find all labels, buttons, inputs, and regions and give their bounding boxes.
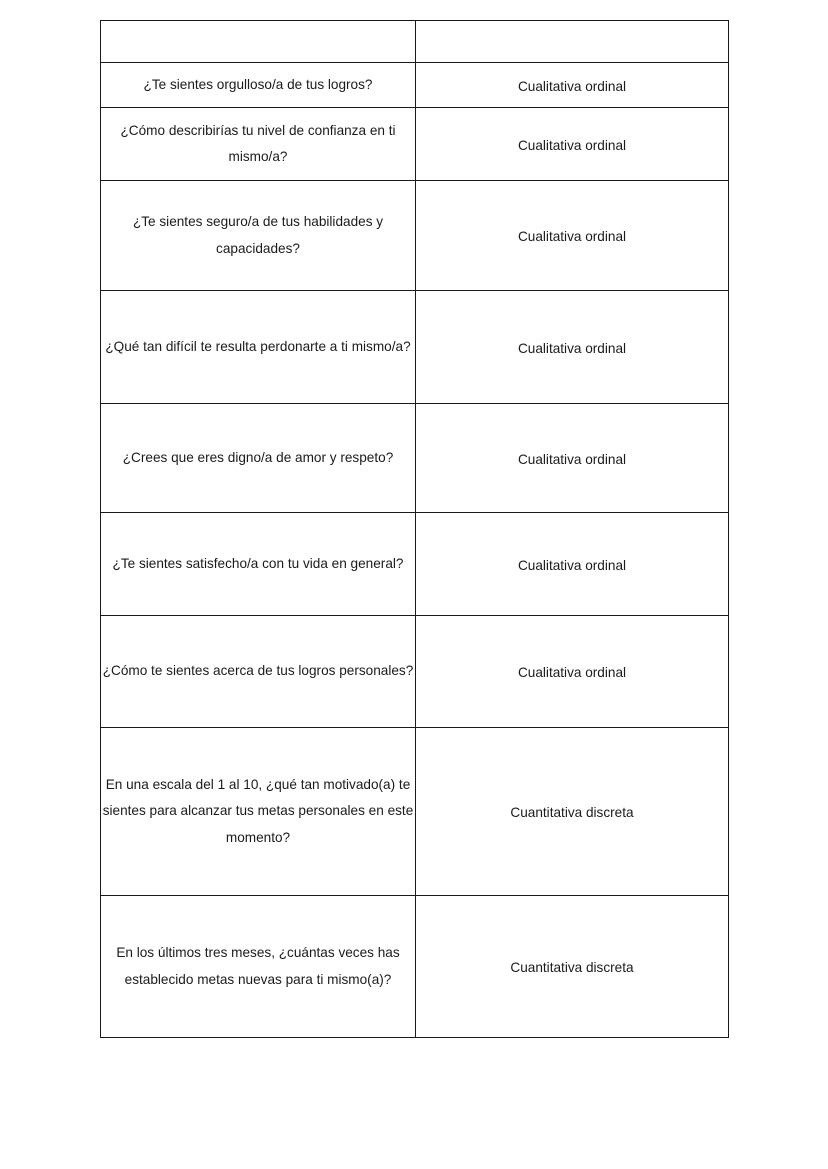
table-body	[101, 21, 729, 1038]
cell-question: En una escala del 1 al 10, ¿qué tan motivado(a) te sientes para alcanzar tus metas personales en este momento?	[101, 728, 416, 896]
table-row	[101, 616, 729, 728]
cell-type-text: Cualitativa ordinal	[517, 229, 627, 245]
cell-type-text: Cualitativa ordinal	[517, 557, 627, 573]
cell-question: ¿Te sientes seguro/a de tus habilidades y capacidades?	[101, 181, 416, 291]
cell-type-text: Cuantitativa discreta	[510, 805, 634, 821]
cell-question: En los últimos tres meses, ¿cuántas veces has establecido metas nuevas para ti mismo(a)?	[101, 896, 416, 1038]
table-container	[100, 20, 728, 1038]
cell-type	[416, 896, 729, 1038]
cell-type-text: Cualitativa ordinal	[517, 78, 627, 94]
cell-type-text: Cualitativa ordinal	[517, 451, 627, 467]
table-row	[101, 513, 729, 616]
cell-type	[416, 181, 729, 291]
cell-type-text: Cualitativa ordinal	[517, 665, 627, 681]
cell-question: ¿Cómo describirías tu nivel de confianza en ti mismo/a?	[101, 108, 416, 181]
table-row	[101, 63, 729, 108]
header-cell-type	[416, 21, 729, 63]
cell-type	[416, 108, 729, 181]
table-row	[101, 181, 729, 291]
questions-table	[100, 20, 729, 1038]
cell-type	[416, 616, 729, 728]
table-header-row	[101, 21, 729, 63]
cell-type-text: Cualitativa ordinal	[517, 340, 627, 356]
cell-type-text: Cuantitativa discreta	[510, 960, 634, 976]
table-row	[101, 108, 729, 181]
cell-question: ¿Te sientes satisfecho/a con tu vida en general?	[101, 513, 416, 616]
cell-question: ¿Qué tan difícil te resulta perdonarte a ti mismo/a?	[101, 291, 416, 404]
cell-question: ¿Te sientes orgulloso/a de tus logros?	[101, 63, 416, 108]
header-cell-question	[101, 21, 416, 63]
cell-type	[416, 404, 729, 513]
cell-type	[416, 728, 729, 896]
table-row	[101, 728, 729, 896]
cell-type	[416, 63, 729, 108]
table-row	[101, 404, 729, 513]
cell-type	[416, 291, 729, 404]
cell-type	[416, 513, 729, 616]
cell-question: ¿Cómo te sientes acerca de tus logros personales?	[101, 616, 416, 728]
table-row	[101, 896, 729, 1038]
cell-question: ¿Crees que eres digno/a de amor y respeto?	[101, 404, 416, 513]
table-row	[101, 291, 729, 404]
cell-type-text: Cualitativa ordinal	[517, 137, 627, 153]
